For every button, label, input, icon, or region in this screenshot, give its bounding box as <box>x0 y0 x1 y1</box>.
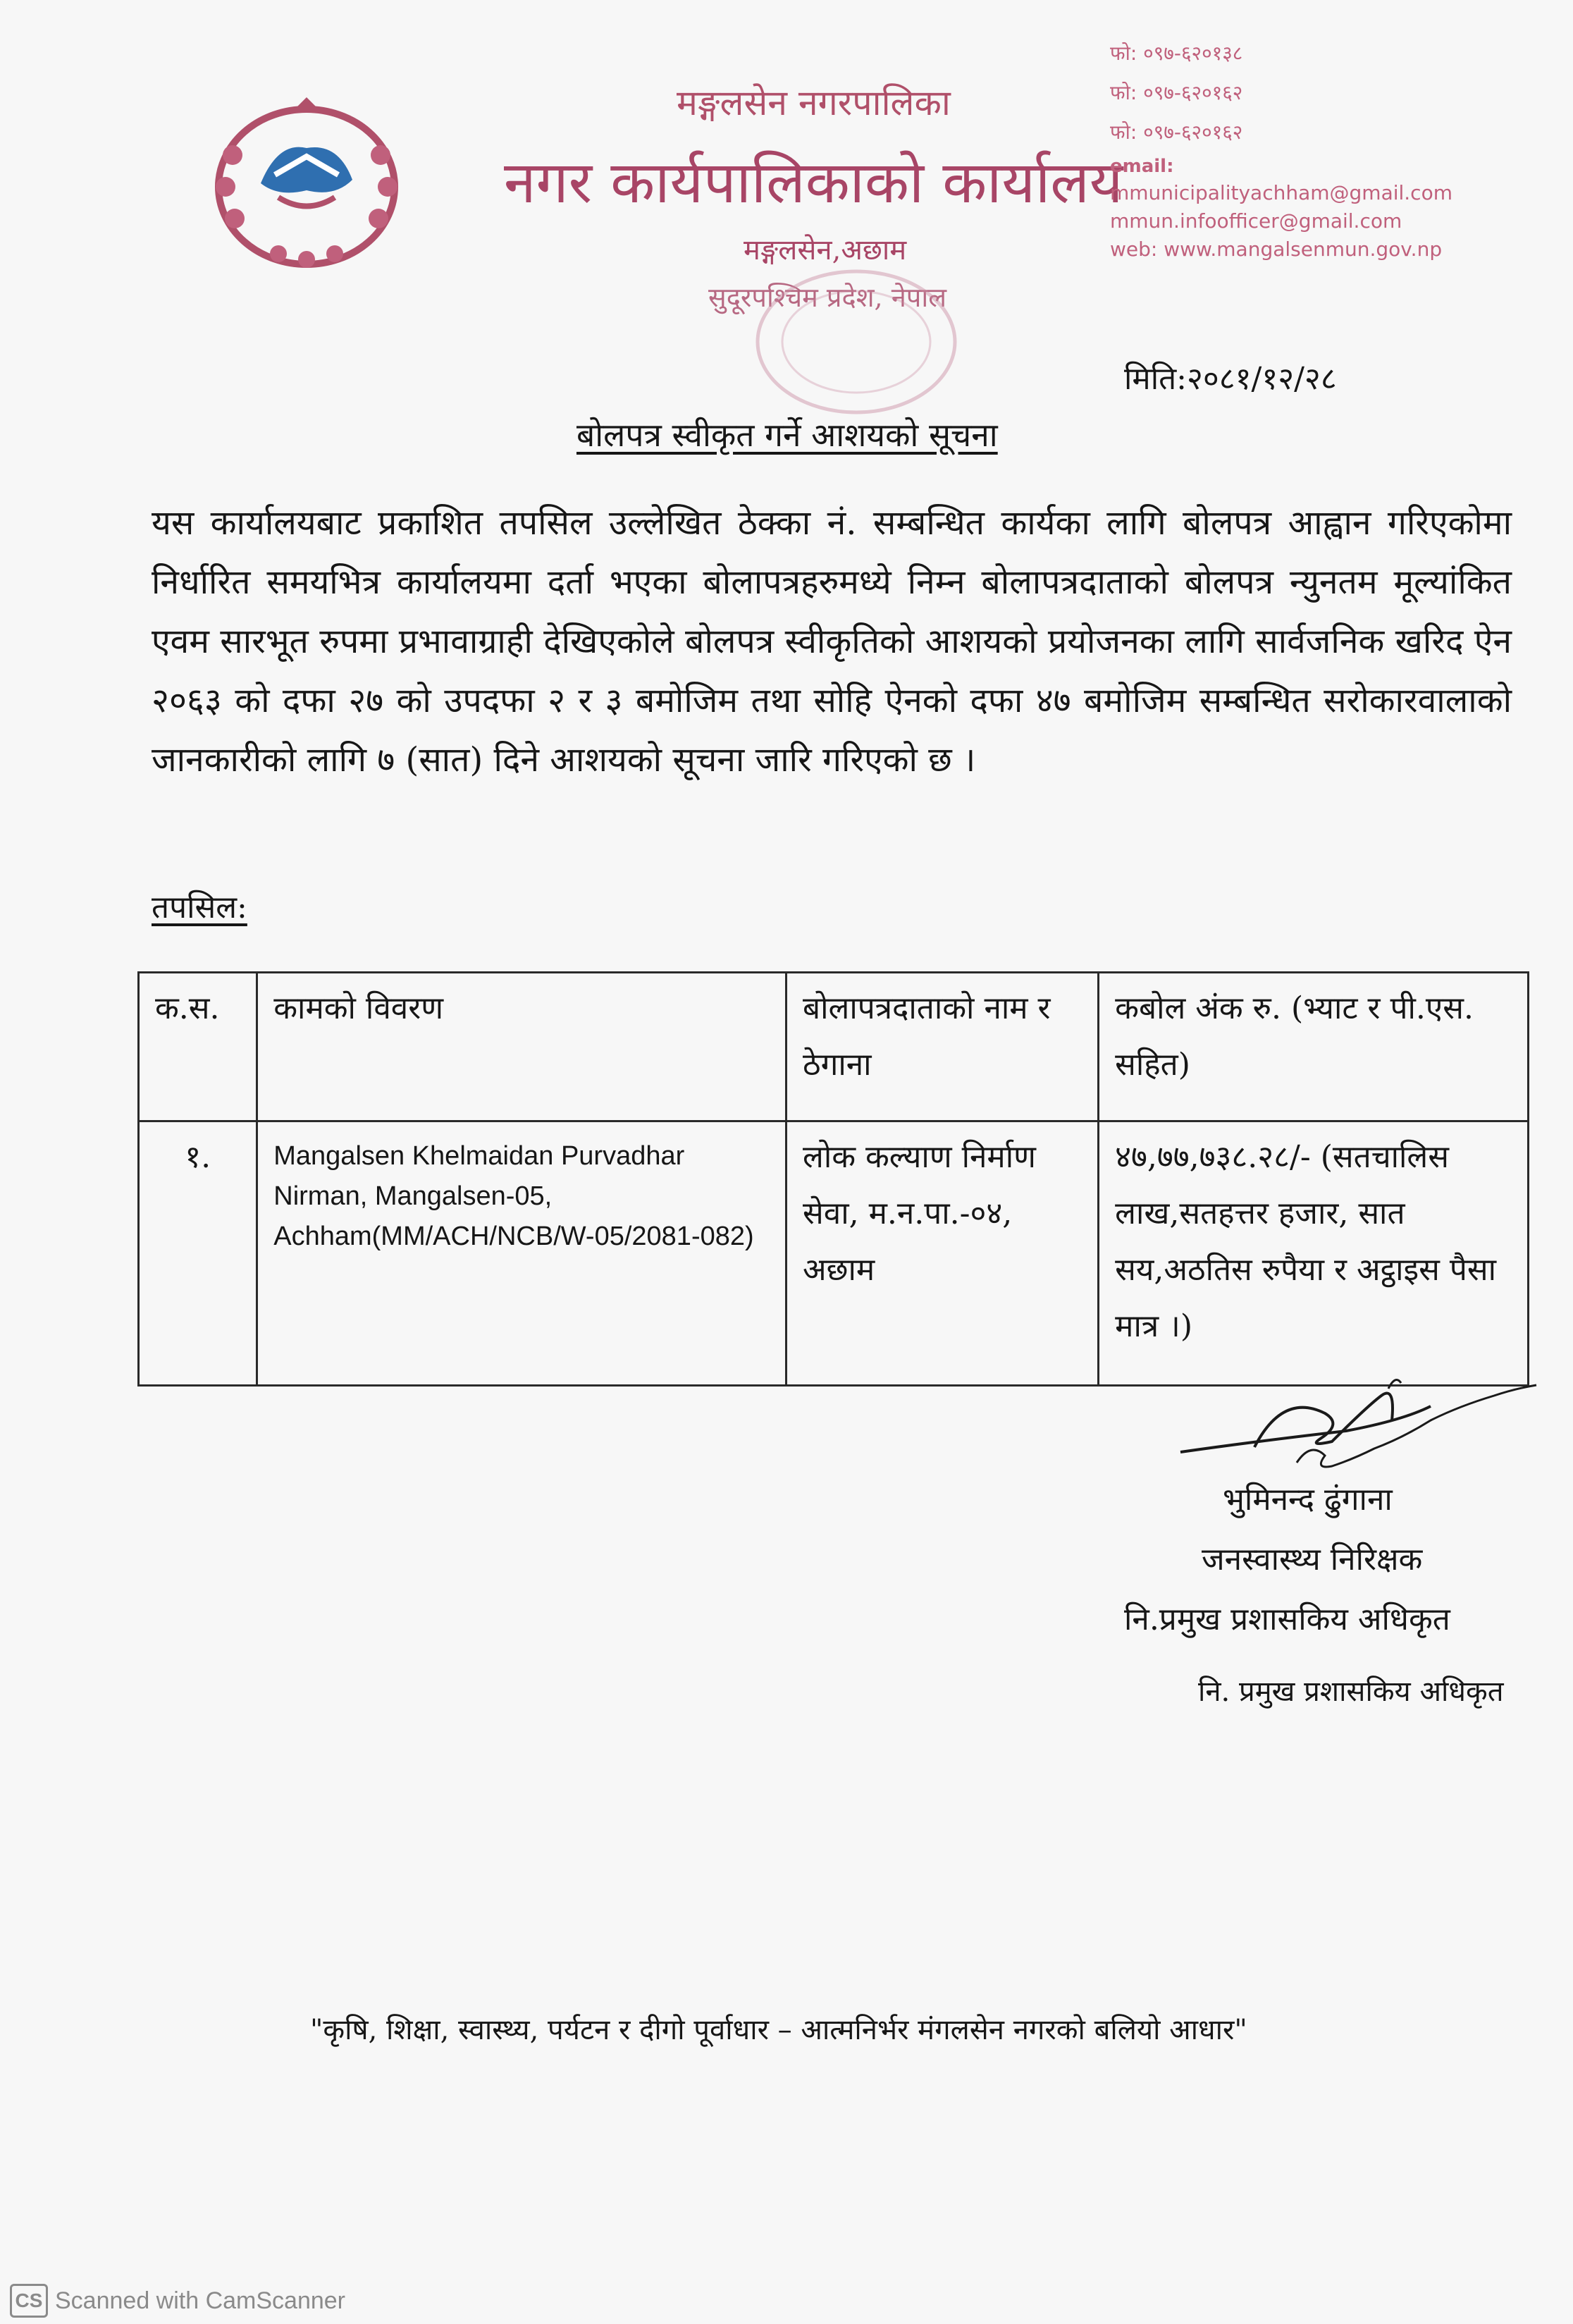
office-stamp <box>747 261 966 423</box>
header-bidder: बोलापत्रदाताको नाम र ठेगाना <box>786 973 1099 1121</box>
phone-2: फो: ०९७-६२०१६२ <box>1110 81 1243 104</box>
header-description: कामको विवरण <box>257 973 786 1121</box>
signatory-name: भुमिनन्द ढुंगाना <box>1223 1482 1393 1518</box>
address-line-2: सुदूरपश्चिम प्रदेश, नेपाल <box>708 282 946 313</box>
address-line-1: मङ्गलसेन,अछाम <box>744 234 907 266</box>
signatory-role: नि.प्रमुख प्रशासकिय अधिकृत <box>1124 1601 1450 1637</box>
handwritten-signature <box>1170 1364 1565 1491</box>
bid-details-table <box>137 971 1529 1387</box>
contact-block <box>1110 34 1452 264</box>
scanner-watermark <box>10 2284 345 2318</box>
scanner-text: Scanned with CamScanner <box>55 2287 346 2314</box>
notice-body: यस कार्यालयबाट प्रकाशित तपसिल उल्लेखित ठेक्का नं. सम्बन्धित कार्यका लागि बोलपत्र आह्वान गरिएकोमा निर्धारित समयभित्र कार्यालयमा दर्ता भएका बोलापत्रहरुमध्ये निम्न बोलापत्रदाताको बोलपत्र न्युनतम मूल्यांकित एवम सारभूत रुपमा प्रभावाग्राही देखिएकोले बोलपत्र स्वीकृतिको आशयको प्रयोजनका लागि सार्वजनिक खरिद ऐन २०६३ को दफा २७ को उपदफा २ र ३ बमोजिम तथा सोहि ऐनको दफा ४७ बमोजिम सम्बन्धित सरोकारवालाको जानकारीको लागि ७ (सात) दिने आशयको सूचना जारि गरिएको छ । <box>152 503 1512 780</box>
cell-description: Mangalsen Khelmaidan Purvadhar Nirman, Mangalsen-05, Achham(MM/ACH/NCB/W-05/2081-082) <box>257 1121 786 1386</box>
cell-bidder: लोक कल्याण निर्माण सेवा, म.न.पा.-०४, अछाम <box>786 1121 1099 1386</box>
signatory-stamp-line: नि. प्रमुख प्रशासकिय अधिकृत <box>1198 1676 1504 1708</box>
header-sn: क.स. <box>139 973 257 1121</box>
footer-slogan: "कृषि, शिक्षा, स्वास्थ्य, पर्यटन र दीगो पूर्वाधार – आत्मनिर्भर मंगलसेन नगरको बलियो आधार" <box>310 2014 1247 2046</box>
org-name: मङ्गलसेन नगरपालिका <box>677 82 951 123</box>
phone-3: फो: ०९७-६२०१६२ <box>1110 121 1243 144</box>
cell-amount: ४७,७७,७३८.२८/- (सतचालिस लाख,सतहत्तर हजार, सात सय,अठतिस रुपैया र अट्ठाइस पैसा मात्र ।) <box>1099 1121 1529 1386</box>
cell-sn: १. <box>139 1121 257 1386</box>
website: web: www.mangalsenmun.gov.np <box>1110 238 1443 261</box>
email-2: mmun.infoofficer@gmail.com <box>1110 209 1402 233</box>
camscanner-icon: CS <box>10 2284 48 2318</box>
email-label: email: <box>1110 156 1174 177</box>
header-amount: कबोल अंक रु. (भ्याट र पी.एस. सहित) <box>1099 973 1529 1121</box>
table-header-row <box>139 973 1529 1121</box>
email-1: mmunicipalityachham@gmail.com <box>1110 181 1452 204</box>
table-row <box>139 1121 1529 1386</box>
phone-1: फो: ०९७-६२०१३८ <box>1110 42 1243 65</box>
signatory-title: जनस्वास्थ्य निरिक्षक <box>1202 1542 1423 1578</box>
municipality-logo <box>201 92 412 275</box>
details-label: तपसिल: <box>152 890 247 926</box>
notice-subject: बोलपत्र स्वीकृत गर्ने आशयको सूचना <box>576 416 998 454</box>
notice-date: मिति:२०८१/१२/२८ <box>1124 361 1337 397</box>
office-name: नगर कार्यपालिकाको कार्यालय <box>504 149 1123 216</box>
